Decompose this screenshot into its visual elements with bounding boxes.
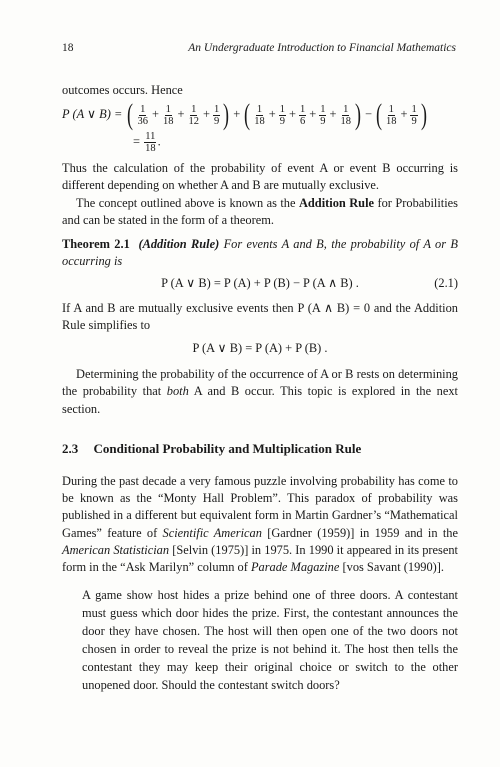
addition-rule-equation: P (A ∨ B) = P (A) + P (B) − P (A ∧ B) . (2.1)	[62, 275, 458, 292]
fraction	[253, 104, 266, 127]
equation-result-row: = $\frac{11}{18}$ .	[133, 131, 161, 155]
page-header	[62, 40, 458, 58]
denominator: 9	[213, 115, 220, 127]
plus-sign: +	[329, 107, 337, 122]
fraction	[279, 104, 286, 127]
paragraph-4: Determining the probability of the occurrence of A or B rests on determining the probability that both A and B occur. This topic is explored in the next section.	[62, 367, 458, 416]
numerator: 1	[279, 103, 285, 115]
right-paren: )	[354, 98, 361, 132]
section-heading	[62, 440, 458, 457]
left-paren: (	[127, 98, 134, 132]
addition-rule-term: Addition Rule	[298, 195, 375, 210]
denominator: 18	[385, 115, 397, 127]
numerator: 1	[256, 103, 263, 115]
plus-sign: +	[151, 107, 159, 122]
fraction	[299, 104, 306, 127]
denominator: 9	[279, 115, 285, 127]
equation-operator: +	[233, 107, 241, 122]
theorem-statement: For events A and B, the probability of A or B occurring is	[62, 237, 458, 269]
numerator: 1	[140, 103, 146, 115]
right-paren: )	[223, 98, 230, 132]
fraction	[385, 104, 398, 127]
paragraph-3: If A and B are mutually exclusive events then P (A ∧ B) = 0 and the Addition Rule simplifies to	[62, 300, 458, 332]
plus-sign: +	[202, 107, 210, 122]
denominator: 18	[162, 115, 174, 127]
equation-rhs	[125, 98, 428, 132]
theorem-name: (Addition Rule)	[138, 237, 220, 252]
simplified-equation: P (A ∨ B) = P (A) + P (B) .	[192, 341, 328, 356]
numerator: 1	[320, 103, 326, 115]
page	[62, 40, 458, 694]
numerator: 1	[165, 103, 171, 115]
fraction	[339, 104, 352, 127]
numerator: 1	[213, 103, 220, 115]
denominator: 36	[137, 115, 148, 127]
numerator: 1	[388, 103, 394, 115]
fraction	[410, 104, 417, 127]
fraction	[187, 104, 200, 127]
equation-number: (2.1)	[434, 276, 458, 291]
fraction	[162, 104, 175, 127]
section-number: 2.3	[62, 440, 79, 456]
equation-lhs: P (A ∨ B) =	[62, 107, 123, 122]
monty-hall-quote: A game show host hides a prize behind one of three doors. A contestant must guess which door hides the prize. First, the contestant announces the door they have chosen. The host will then open one of the two doors not chosen in order to reveal the prize is not behind it. The host then tells the contestant they may keep their original choice or switch to the other unopened door. Should the contestant switch doors?	[82, 588, 458, 693]
fraction	[213, 104, 220, 127]
fraction	[136, 104, 149, 127]
equation-operator: −	[364, 107, 372, 122]
denominator: 18	[340, 115, 351, 127]
intro-text: outcomes occurs. Hence	[62, 83, 183, 97]
numerator: 1	[343, 103, 349, 115]
plus-sign: +	[400, 107, 408, 122]
theorem-label: Theorem 2.1	[62, 237, 130, 252]
numerator: 1	[191, 103, 197, 115]
denominator: 12	[188, 115, 199, 127]
paragraph-5: During the past decade a very famous puzzle involving probability has come to be known as the “Monty Hall Problem”. This paradox of probability was published in a different but equivalent form in Martin Gardner’s “Mathematical Games” feature of Scientific American [Gardner (1959)] in 1959 and in the American Statistician [Selvin (1975)] in 1975. In 1990 it appeared in its present form in the “Ask Marilyn” column of Parade Magazine [vos Savant (1990)].	[62, 474, 459, 575]
denominator: 18	[254, 115, 265, 127]
numerator: 1	[299, 103, 306, 115]
fraction	[319, 104, 326, 127]
probability-equation	[62, 100, 458, 130]
denominator: 9	[411, 115, 417, 127]
plus-sign: +	[309, 107, 317, 122]
denominator: 6	[299, 115, 306, 127]
left-paren: (	[375, 98, 382, 132]
plus-sign: +	[177, 107, 185, 122]
paragraph-2: The concept outlined above is known as the Addition Rule for Probabilities and can be stated in the form of a theorem.	[62, 195, 459, 227]
paragraph-1: Thus the calculation of the probability of event A or event B occurring is different depending on whether A and B are mutually exclusive.	[62, 161, 458, 193]
right-paren: )	[420, 98, 427, 132]
plus-sign: +	[268, 107, 276, 122]
numerator: 1	[411, 103, 417, 115]
denominator: 9	[320, 115, 326, 127]
running-title: An Undergraduate Introduction to Financial Mathematics	[188, 42, 456, 54]
page-number: 18	[62, 42, 74, 54]
theorem-2-1	[62, 236, 458, 270]
equation-result: $\frac{11}{18}$	[145, 131, 156, 155]
left-paren: (	[244, 98, 251, 132]
plus-sign: +	[288, 107, 296, 122]
section-title: Conditional Probability and Multiplication Rule	[93, 440, 362, 456]
